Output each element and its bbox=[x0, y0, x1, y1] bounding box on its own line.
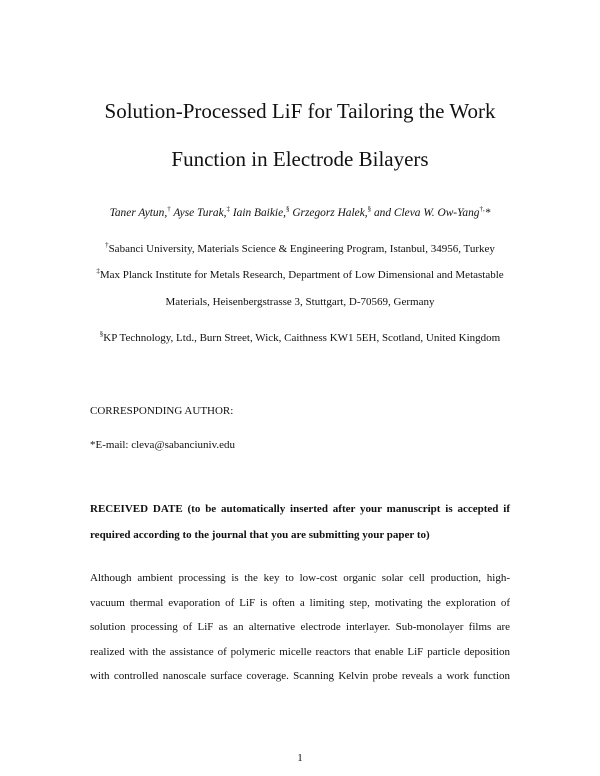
affiliation-text: Max Planck Institute for Metals Research, Department of Low Dimensional and Metastable bbox=[99, 269, 504, 281]
affiliation-kp-technology bbox=[40, 332, 560, 344]
abstract-line: solution processing of LiF as an alternative electrode interlayer. Sub-monolayer films are bbox=[90, 621, 510, 633]
abstract-line: vacuum thermal evaporation of LiF is often a limiting step, motivating the exploration of bbox=[90, 596, 510, 609]
affiliation-mark: § bbox=[99, 330, 104, 338]
affiliation-max-planck bbox=[40, 269, 560, 281]
paper-title-line-1: Solution-Processed LiF for Tailoring the Work bbox=[104, 99, 496, 123]
affiliation-text: Sabanci University, Materials Science & Engineering Program, Istanbul, 34956, Turkey bbox=[108, 243, 495, 255]
abstract-line: with controlled nanoscale surface coverage. Scanning Kelvin probe reveals a work function bbox=[90, 670, 510, 682]
author-list bbox=[40, 207, 560, 219]
corresponding-author-label: CORRESPONDING AUTHOR: bbox=[90, 405, 234, 417]
received-date-block bbox=[90, 496, 510, 548]
corresponding-author-mark: * bbox=[484, 207, 491, 219]
author-name: Taner Aytun, bbox=[109, 207, 168, 219]
author-name: Grzegorz Halek, bbox=[289, 207, 368, 219]
abstract-line: realized with the assistance of polymeric micelle reactors that enable LiF particle deposition bbox=[90, 645, 510, 658]
affiliation-mark: ‡ bbox=[96, 267, 100, 275]
received-date-line-2: required according to the journal that you are submitting your paper to) bbox=[90, 529, 430, 541]
corresponding-email: *E-mail: cleva@sabanciuniv.edu bbox=[90, 439, 236, 451]
abstract bbox=[90, 566, 510, 689]
author-affiliation-mark: †, bbox=[479, 205, 485, 213]
affiliation-sabanci bbox=[40, 243, 560, 255]
author-affiliation-mark: § bbox=[367, 205, 372, 213]
author-name: Iain Baikie, bbox=[229, 207, 286, 219]
author-name: Ayse Turak, bbox=[170, 207, 227, 219]
paper-title-line-2: Function in Electrode Bilayers bbox=[171, 147, 429, 171]
received-date-line-1: RECEIVED DATE (to be automatically inserted after your manuscript is accepted if bbox=[90, 503, 510, 515]
abstract-line: Although ambient processing is the key to low-cost organic solar cell production, high- bbox=[90, 572, 510, 584]
author-affiliation-mark: ‡ bbox=[226, 205, 230, 213]
page-number: 1 bbox=[297, 752, 303, 764]
affiliation-mark: † bbox=[105, 241, 109, 249]
author-affiliation-mark: † bbox=[167, 205, 171, 213]
affiliation-text: KP Technology, Ltd., Burn Street, Wick, Caithness KW1 5EH, Scotland, United Kingdom bbox=[103, 332, 501, 344]
author-affiliation-mark: § bbox=[285, 205, 290, 213]
author-name: and Cleva W. Ow-Yang bbox=[371, 207, 480, 219]
affiliation-max-planck-continued: Materials, Heisenbergstrasse 3, Stuttgart, D-70569, Germany bbox=[165, 296, 435, 308]
